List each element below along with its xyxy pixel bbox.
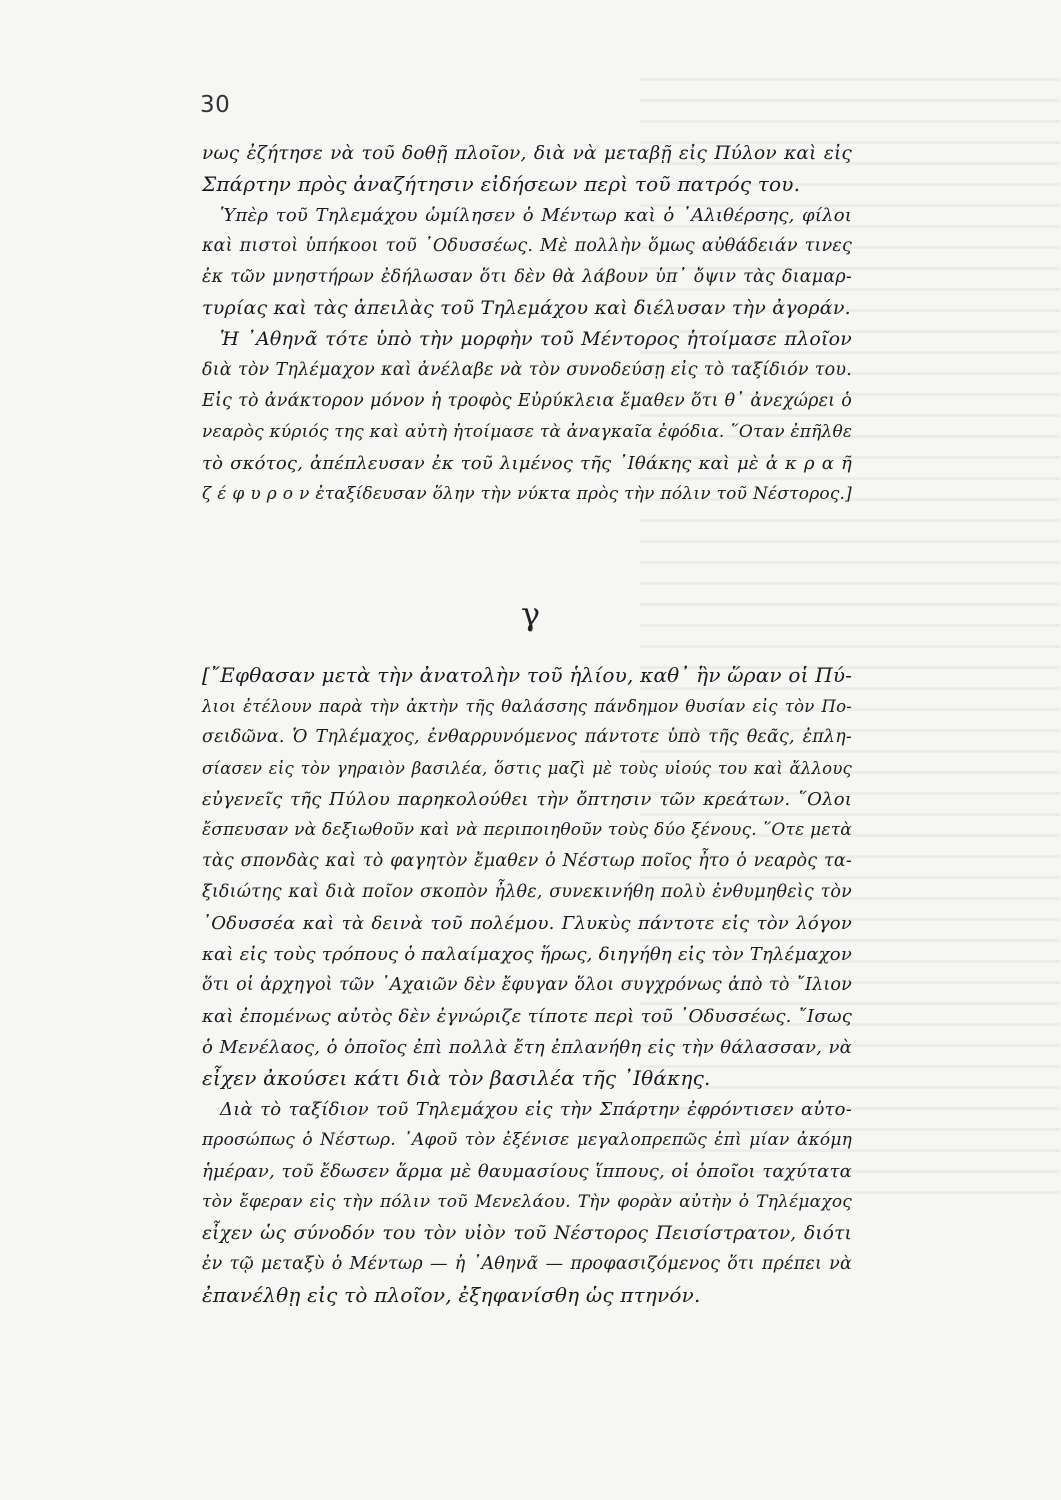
text-line: νως ἐζήτησε νὰ τοῦ δοθῇ πλοῖον, διὰ νὰ μεταβῇ εἰς Πύλον καὶ εἰς [202, 143, 852, 164]
text-line: Ὑπὲρ τοῦ Τηλεμάχου ὡμίλησεν ὁ Μέντωρ καὶ ὁ ᾿Αλιθέρσης, φίλοι [220, 205, 852, 226]
text-line: εἶχεν ἀκούσει κάτι διὰ τὸν βασιλέα τῆς ᾿Ιθάκης. [202, 1066, 711, 1090]
text-line: ξιδιώτης καὶ διὰ ποῖον σκοπὸν ἦλθε, συνεκινήθη πολὺ ἐνθυμηθεὶς τὸν [202, 882, 852, 902]
text-block-2 [202, 660, 852, 1311]
text-line: διὰ τὸν Τηλέμαχον καὶ ἀνέλαβε νὰ τὸν συνοδεύσῃ εἰς τὸ ταξίδιόν του. [202, 360, 852, 380]
text-line: προσώπως ὁ Νέστωρ. ᾿Αφοῦ τὸν ἐξένισε μεγαλοπρεπῶς ἐπὶ μίαν ἀκόμη [202, 1130, 852, 1150]
chapter-letter: γ [520, 595, 541, 633]
text-line: τυρίας καὶ τὰς ἀπειλὰς τοῦ Τηλεμάχου καὶ διέλυσαν τὴν ἀγοράν. [202, 297, 851, 319]
text-line: ὁ Μενέλαος, ὁ ὁποῖος ἐπὶ πολλὰ ἔτη ἐπλανήθη εἰς τὴν θάλασσαν, νὰ [202, 1037, 852, 1058]
text-line: εὐγενεῖς τῆς Πύλου παρηκολούθει τὴν ὄπτησιν τῶν κρεάτων. ῞Ολοι [202, 789, 852, 810]
text-line: νεαρὸς κύριός της καὶ αὐτὴ ἡτοίμασε τὰ ἀναγκαῖα ἐφόδια. ῞Οταν ἐπῆλθε [202, 422, 853, 442]
text-line: καὶ εἰς τοὺς τρόπους ὁ παλαίμαχος ἥρως, διηγήθη εἰς τὸν Τηλέμαχον [202, 944, 852, 965]
text-line: τὰς σπονδὰς καὶ τὸ φαγητὸν ἔμαθεν ὁ Νέστωρ ποῖος ἦτο ὁ νεαρὸς τα- [202, 851, 852, 871]
text-line: σειδῶνα. Ὁ Τηλέμαχος, ἐνθαρρυνόμενος πάντοτε ὑπὸ τῆς θεᾶς, ἐπλη- [202, 727, 852, 747]
text-line: εἶχεν ὡς σύνοδόν του τὸν υἱὸν τοῦ Νέστορος Πεισίστρατον, διότι [202, 1223, 852, 1244]
text-line: ἐκ τῶν μνηστήρων ἐδήλωσαν ὅτι δὲν θὰ λάβουν ὑπ᾿ ὄψιν τὰς διαμαρ- [202, 267, 852, 287]
text-block-1 [202, 138, 852, 510]
text-line: καὶ ἐπομένως αὐτὸς δὲν ἐγνώριζε τίποτε περὶ τοῦ ᾿Οδυσσέως. ῎Ισως [202, 1006, 852, 1027]
text-line: [῎Εφθασαν μετὰ τὴν ἀνατολὴν τοῦ ἡλίου, καθ᾿ ἣν ὥραν οἱ Πύ- [202, 663, 853, 687]
page-number: 30 [200, 92, 231, 118]
text-line: σίασεν εἰς τὸν γηραιὸν βασιλέα, ὅστις μαζὶ μὲ τοὺς υἱούς του καὶ ἄλλους [202, 759, 852, 778]
text-line: ἐν τῷ μεταξὺ ὁ Μέντωρ — ἡ ᾿Αθηνᾶ — προφασιζόμενος ὅτι πρέπει νὰ [202, 1254, 852, 1274]
text-line: τὸν ἔφεραν εἰς τὴν πόλιν τοῦ Μενελάου. Τὴν φορὰν αὐτὴν ὁ Τηλέμαχος [202, 1192, 852, 1212]
text-line: λιοι ἐτέλουν παρὰ τὴν ἀκτὴν τῆς θαλάσσης πάνδημον θυσίαν εἰς τὸν Πο- [202, 697, 852, 716]
text-line: ἔσπευσαν νὰ δεξιωθοῦν καὶ νὰ περιποιηθοῦν τοὺς δύο ξένους. ῞Οτε μετὰ [202, 820, 852, 840]
text-line: ἡμέραν, τοῦ ἔδωσεν ἅρμα μὲ θαυμασίους ἵππους, οἱ ὁποῖοι ταχύτατα [202, 1161, 852, 1182]
text-line: ἐπανέλθῃ εἰς τὸ πλοῖον, ἐξηφανίσθη ὡς πτηνόν. [202, 1283, 701, 1307]
text-line: καὶ πιστοὶ ὑπήκοοι τοῦ ᾿Οδυσσέως. Μὲ πολλὴν ὅμως αὐθάδειάν τινες [202, 236, 852, 256]
text-line: Σπάρτην πρὸς ἀναζήτησιν εἰδήσεων περὶ τοῦ πατρός του. [202, 172, 801, 196]
text-line: ᾿Οδυσσέα καὶ τὰ δεινὰ τοῦ πολέμου. Γλυκὺς πάντοτε εἰς τὸν λόγον [202, 913, 852, 934]
text-line: Ἡ ᾿Αθηνᾶ τότε ὑπὸ τὴν μορφὴν τοῦ Μέντορος ἡτοίμασε πλοῖον [220, 328, 852, 350]
text-line: Διὰ τὸ ταξίδιον τοῦ Τηλεμάχου εἰς τὴν Σπάρτην ἐφρόντισεν αὐτο- [220, 1099, 852, 1120]
text-line: ζ έ φ υ ρ ο ν ἐταξίδευσαν ὅλην τὴν νύκτα πρὸς τὴν πόλιν τοῦ Νέστορος.] [202, 484, 852, 504]
text-line: τὸ σκότος, ἀπέπλευσαν ἐκ τοῦ λιμένος τῆς ᾿Ιθάκης καὶ μὲ ἀ κ ρ α ῆ [202, 453, 852, 474]
text-line: Εἰς τὸ ἀνάκτορον μόνον ἡ τροφὸς Εὐρύκλεια ἔμαθεν ὅτι θ᾿ ἀνεχώρει ὁ [202, 391, 852, 411]
text-line: ὅτι οἱ ἀρχηγοὶ τῶν ᾿Αχαιῶν δὲν ἔφυγαν ὅλοι συγχρόνως ἀπὸ τὸ ῎Ιλιον [202, 975, 852, 995]
